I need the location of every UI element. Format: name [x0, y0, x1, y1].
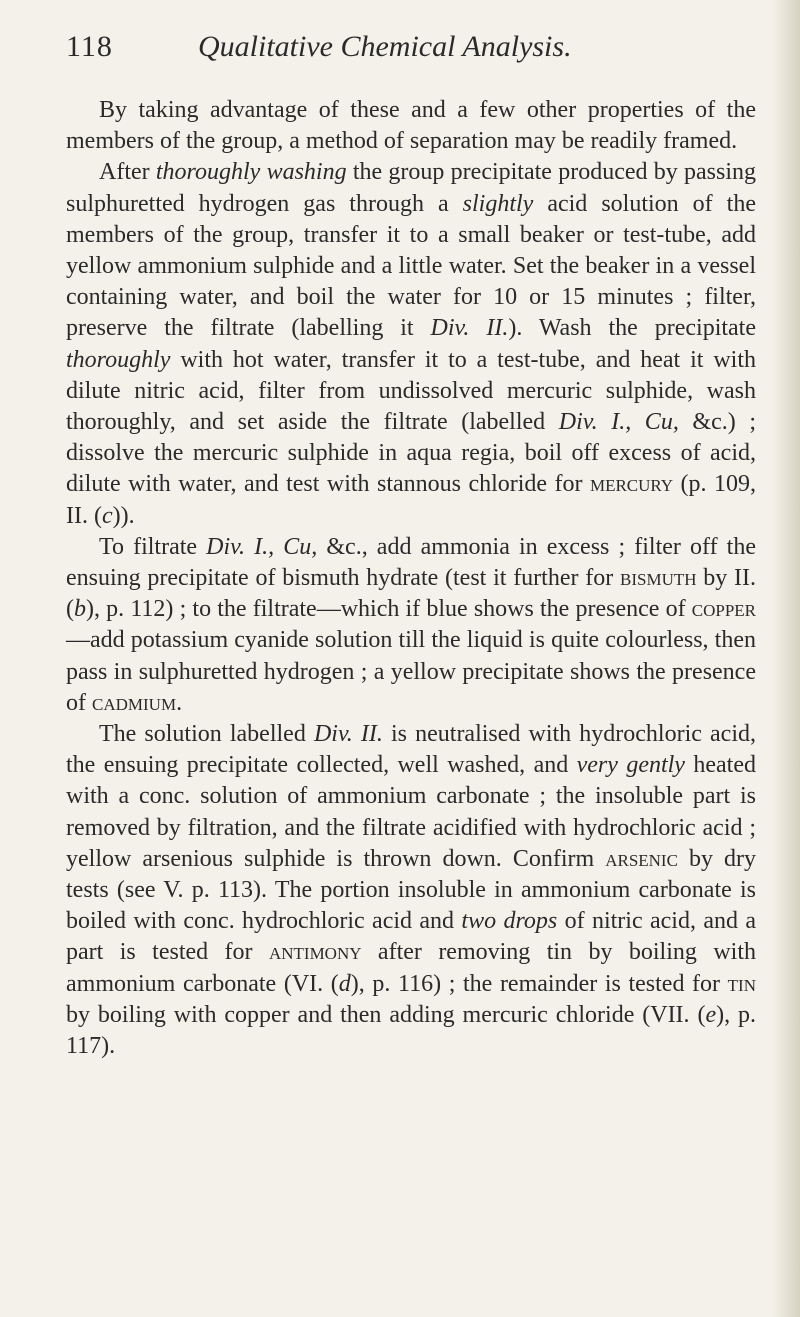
text-run: heated with a conc. solution of ammonium carbonate ; the insoluble part is removed by filtration, and the filtrate acidified with hydrochloric acid ; yellow arsenious sulphide is thrown down. Confirm [66, 752, 756, 872]
italic-text: Div. II. [430, 315, 509, 342]
page-number: 118 [66, 30, 113, 63]
italic-text: c [101, 502, 113, 529]
small-caps-text: arsenic [605, 845, 678, 872]
text-run: (p. 109, II. ( [66, 471, 756, 529]
text-run: . [176, 689, 183, 716]
text-run: The solution labelled [99, 721, 314, 748]
text-run: ), p. 117). [66, 1001, 756, 1060]
text-run: &c.) ; dissolve the mercuric sulphide in aqua regia, boil off excess of acid, dilute with water, and test with stannous chloride for [66, 409, 756, 498]
text-run: by II. ( [66, 565, 757, 623]
text-run: of nitric acid, and a part is tested for [66, 908, 756, 966]
text-run: ). Wash the precipitate [508, 315, 757, 342]
paragraph [66, 719, 756, 1062]
italic-text: thoroughly [66, 346, 171, 373]
running-title: Qualitative Chemical Analysis. [198, 30, 572, 63]
italic-text: thoroughly washing [155, 159, 347, 186]
text-run: after removing tin by boiling with ammonium carbonate (VI. ( [66, 939, 756, 997]
text-run: the group precipitate produced by passing sulphuretted hydrogen gas through a [66, 159, 757, 217]
text-run: acid solution of the members of the group, transfer it to a small beaker or test-tube, add yellow ammonium sulphide and a little water. Set the beaker in a vessel containing water, and boil the water for 10 or 15 minutes ; filter, preserve the filtrate (labelling it [66, 190, 756, 342]
small-caps-text: mercury [589, 471, 674, 498]
small-caps-text: bismuth [620, 565, 697, 592]
text-run: ), p. 116) ; the remainder is tested for [350, 970, 728, 997]
text-run: ), p. 112) ; to the filtrate—which if blue shows the presence of [86, 596, 692, 623]
small-caps-text: copper [691, 596, 756, 623]
text-run: To filtrate [99, 533, 207, 560]
italic-text: very gently [576, 752, 685, 779]
text-run: is neutralised with hydrochloric acid, the ensuing precipitate collected, well washed, and [66, 721, 756, 779]
text-run: After [99, 159, 156, 186]
small-caps-text: antimony [268, 939, 362, 966]
italic-text: b [74, 596, 86, 623]
italic-text: Div. II. [313, 721, 383, 748]
text-run: by dry tests (see V. p. 113). The portion insoluble in ammonium carbonate is boiled with conc. hydrochloric acid and [66, 845, 756, 935]
small-caps-text: tin [727, 970, 756, 997]
text-run: by boiling with copper and then adding mercuric chloride (VII. ( [66, 1001, 706, 1028]
page-header [66, 30, 746, 70]
italic-text: slightly [462, 190, 534, 217]
italic-text: two drops [461, 908, 558, 935]
text-run: )). [112, 502, 135, 529]
italic-text: e [705, 1001, 717, 1028]
paragraph [66, 95, 756, 157]
small-caps-text: cadmium [92, 689, 177, 716]
paragraph [66, 157, 756, 531]
italic-text: Div. I., Cu, [558, 409, 679, 436]
italic-text: Div. I., Cu, [206, 533, 318, 560]
paragraph [66, 532, 756, 719]
text-run: By taking advantage of these and a few other properties of the members of the group, a method of separation may be readily framed. [66, 97, 756, 155]
body-text [66, 95, 756, 1062]
text-run: with hot water, transfer it to a test-tube, and heat it with dilute nitric acid, filter from undissolved mercuric sulphide, wash thoroughly, and set aside the filtrate (labelled [66, 346, 756, 436]
page-edge-shadow [772, 0, 800, 1317]
text-run: —add potassium cyanide solution till the liquid is quite colourless, then pass in sulphuretted hydrogen ; a yellow precipitate shows the presence of [66, 627, 756, 716]
italic-text: d [338, 970, 351, 997]
text-run: &c., add ammonia in excess ; filter off the ensuing precipitate of bismuth hydrate (test it further for [66, 533, 757, 592]
